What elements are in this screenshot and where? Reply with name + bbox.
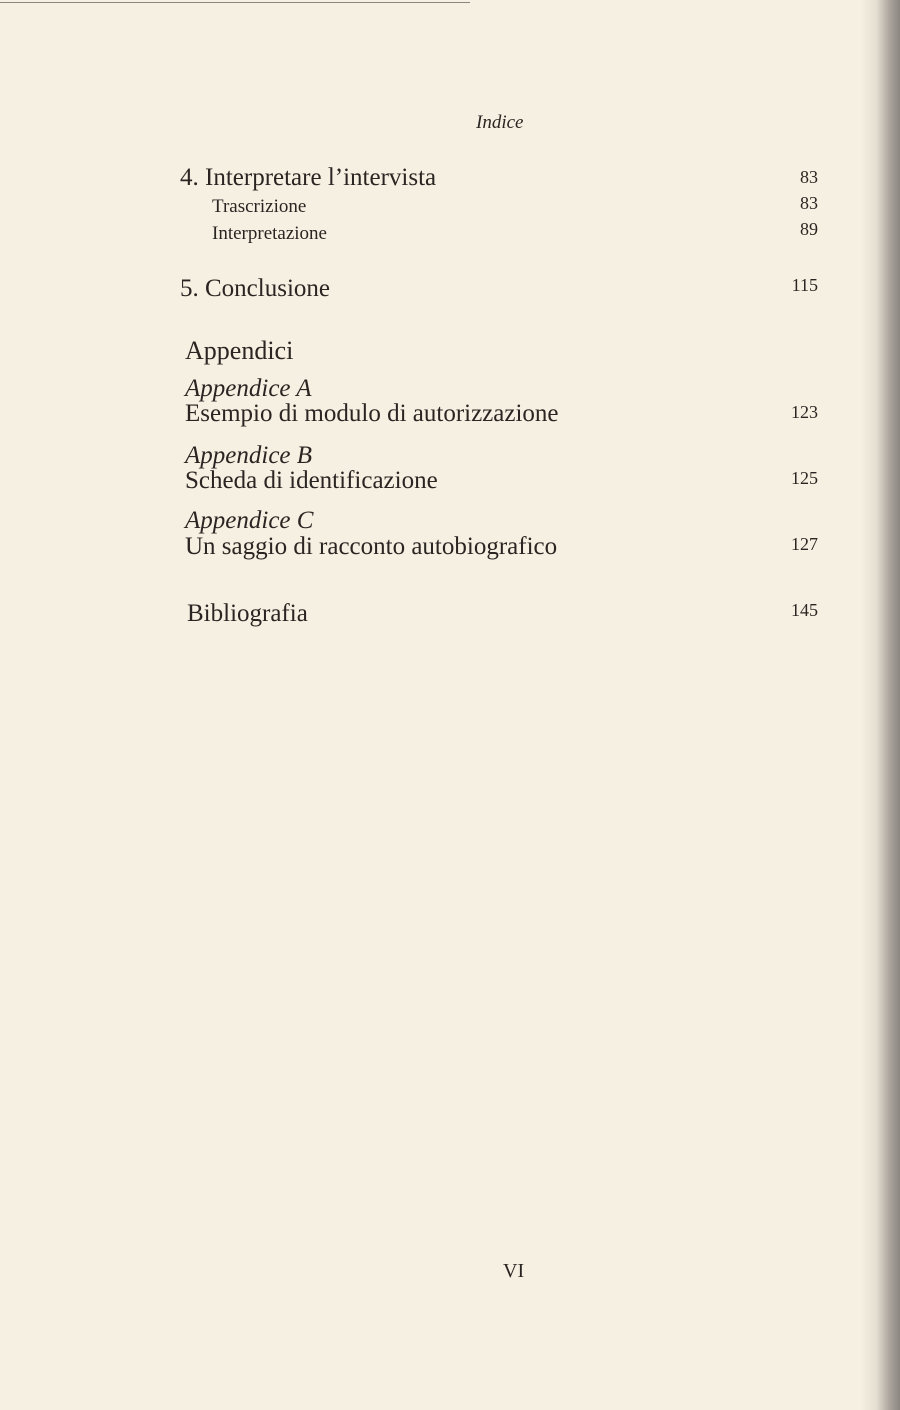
toc-page: 145 — [791, 600, 818, 620]
toc-section: Trascrizione — [212, 196, 307, 217]
running-header: Indice — [476, 112, 524, 133]
toc-section: Interpretazione — [212, 223, 327, 244]
toc-page: 127 — [791, 534, 818, 554]
toc-page: 83 — [800, 193, 818, 213]
toc-page: 115 — [791, 275, 818, 295]
top-rule — [0, 2, 470, 3]
appendices-heading: Appendici — [185, 336, 294, 365]
appendix-tag: Appendice B — [185, 442, 313, 469]
bibliography-entry: Bibliografia — [187, 600, 308, 627]
toc-page: 83 — [800, 167, 818, 187]
appendix-title: Esempio di modulo di autorizzazione — [185, 400, 559, 427]
appendix-title: Scheda di identificazione — [185, 467, 438, 494]
toc-page: 125 — [791, 468, 818, 488]
toc-chapter-5: 5. Conclusione — [180, 275, 330, 302]
toc-page: 123 — [791, 402, 818, 422]
toc-chapter-4: 4. Interpretare l’intervista — [180, 164, 437, 191]
appendix-title: Un saggio di racconto autobiografico — [185, 533, 558, 560]
toc-page: 89 — [800, 219, 818, 239]
page-edge-shadow — [860, 0, 900, 1410]
appendix-tag: Appendice A — [185, 375, 312, 402]
page-number: VI — [503, 1260, 525, 1282]
appendix-tag: Appendice C — [185, 507, 314, 534]
